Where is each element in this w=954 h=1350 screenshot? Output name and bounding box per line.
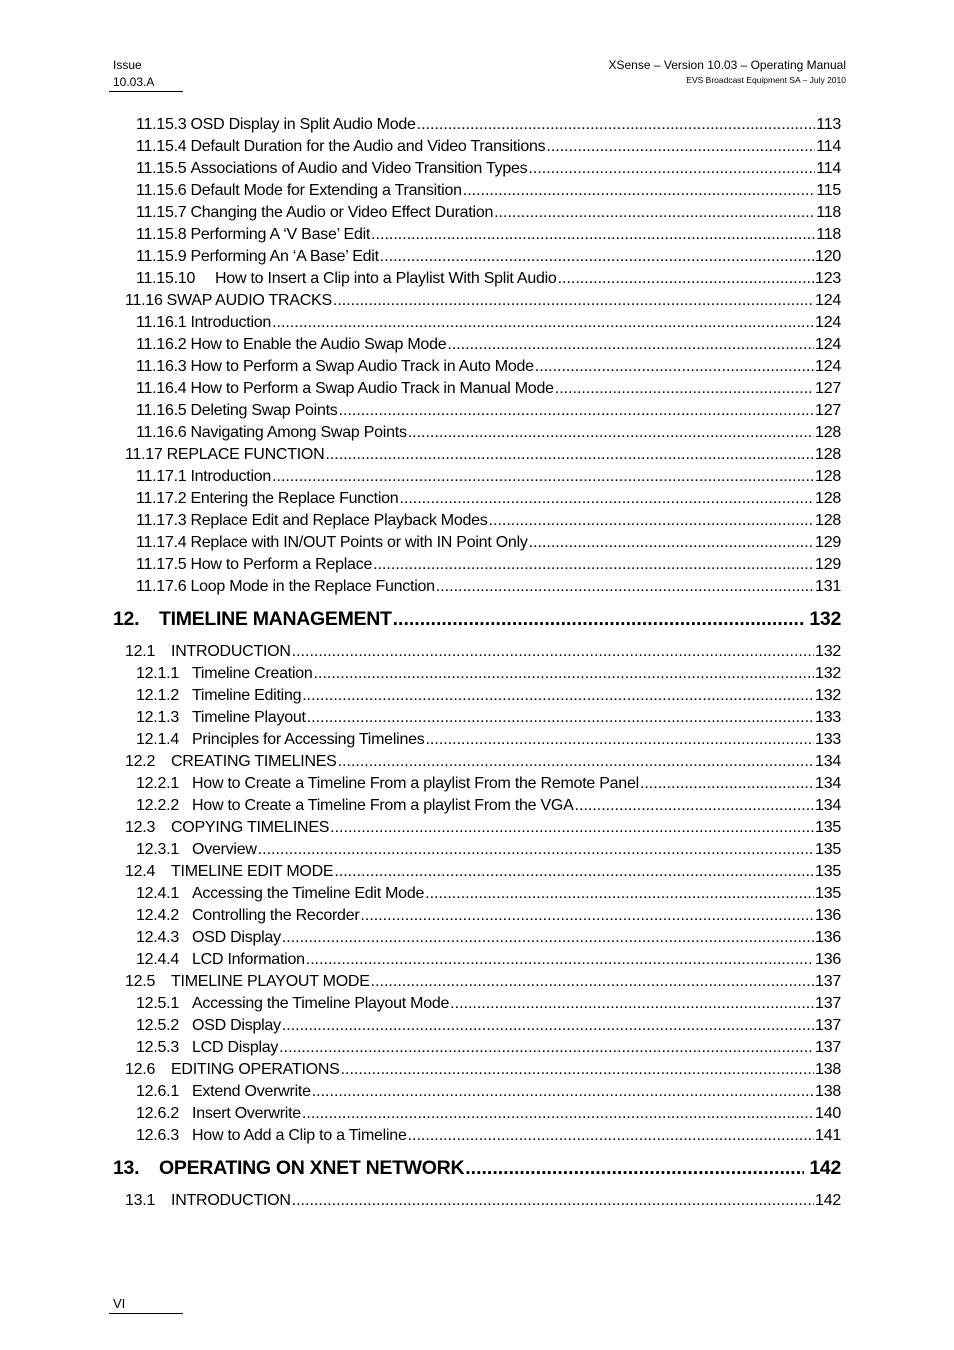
toc-entry-page: 137 <box>815 1039 841 1056</box>
toc-entry[interactable] <box>113 312 841 334</box>
toc-entry-label <box>136 246 379 268</box>
toc-entry[interactable] <box>113 685 841 707</box>
toc-entry-title: TIMELINE EDIT MODE <box>171 863 334 880</box>
toc-entry[interactable] <box>113 444 841 466</box>
toc-entry-page: 132 <box>809 608 841 630</box>
toc-entry-number: 11.17.4 <box>136 534 187 551</box>
toc-entry-title: COPYING TIMELINES <box>171 819 330 836</box>
toc-entry-number: 12.1.4 <box>136 731 179 748</box>
toc-entry-title: Loop Mode in the Replace Function <box>190 578 435 595</box>
toc-leader-dots <box>302 1103 814 1125</box>
toc-entry-number: 11.16.2 <box>136 336 187 353</box>
toc-entry-title: Replace Edit and Replace Playback Modes <box>190 512 488 529</box>
toc-entry-number: 12.2.2 <box>136 797 179 814</box>
toc-entry[interactable] <box>113 268 841 290</box>
toc-leader-dots <box>465 1156 804 1180</box>
toc-entry-page: 132 <box>815 687 841 704</box>
toc-entry-label <box>136 663 313 685</box>
toc-entry-number: 11.16.4 <box>136 380 187 397</box>
toc-leader-dots <box>535 356 814 378</box>
toc-entry-page: 134 <box>815 797 841 814</box>
toc-entry[interactable] <box>113 663 841 685</box>
toc-entry-title: Introduction <box>190 314 272 331</box>
toc-entry-number: 11.17.5 <box>136 556 187 573</box>
toc-leader-dots <box>555 378 814 400</box>
toc-entry-page: 135 <box>815 841 841 858</box>
toc-entry-page: 128 <box>815 512 841 529</box>
document-title: XSense – Version 10.03 – Operating Manual <box>608 58 846 72</box>
toc-entry-label <box>136 1125 407 1147</box>
toc-entry-title: SWAP AUDIO TRACKS <box>166 292 332 309</box>
toc-entry[interactable] <box>113 510 841 532</box>
toc-leader-dots <box>314 663 815 685</box>
toc-entry-page: 136 <box>815 907 841 924</box>
toc-leader-dots <box>334 861 814 883</box>
toc-entry-page: 124 <box>815 358 841 375</box>
toc-entry-title: Default Mode for Extending a Transition <box>190 182 462 199</box>
toc-leader-dots <box>341 1059 814 1081</box>
toc-leader-dots <box>558 268 814 290</box>
toc-entry-title: How to Add a Clip to a Timeline <box>192 1127 407 1144</box>
toc-leader-dots <box>450 993 814 1015</box>
toc-leader-dots <box>417 114 816 136</box>
toc-leader-dots <box>489 510 815 532</box>
toc-entry-label <box>125 641 291 663</box>
toc-entry-page: 142 <box>809 1157 841 1179</box>
toc-entry-title: Timeline Editing <box>192 687 302 704</box>
toc-entry[interactable] <box>113 949 841 971</box>
toc-entry-title: EDITING OPERATIONS <box>171 1061 340 1078</box>
toc-entry[interactable] <box>113 861 841 883</box>
toc-leader-dots <box>371 971 814 993</box>
toc-entry-label <box>136 334 446 356</box>
toc-entry-title: Timeline Playout <box>192 709 306 726</box>
toc-entry[interactable] <box>113 729 841 751</box>
toc-entry[interactable] <box>113 1190 841 1212</box>
toc-entry-label <box>136 773 639 795</box>
toc-entry-label <box>136 466 271 488</box>
toc-leader-dots <box>338 751 814 773</box>
toc-entry-number: 12.5.3 <box>136 1039 179 1056</box>
toc-entry-page: 129 <box>815 556 841 573</box>
toc-entry-page: 141 <box>815 1127 841 1144</box>
toc-entry-page: 127 <box>815 380 841 397</box>
toc-leader-dots <box>494 202 815 224</box>
toc-leader-dots <box>546 136 815 158</box>
toc-entry-label <box>136 1103 301 1125</box>
issue-label: Issue <box>113 58 142 72</box>
toc-leader-dots <box>272 466 814 488</box>
toc-entry-label <box>125 290 332 312</box>
toc-entry[interactable] <box>113 400 841 422</box>
toc-leader-dots <box>399 488 814 510</box>
toc-entry-title: Accessing the Timeline Edit Mode <box>192 885 425 902</box>
toc-entry-number: 12.5 <box>125 973 156 990</box>
toc-leader-dots <box>393 607 805 631</box>
document-subtitle: EVS Broadcast Equipment SA – July 2010 <box>686 75 846 85</box>
toc-entry[interactable] <box>113 378 841 400</box>
toc-entry-page: 114 <box>816 138 841 155</box>
toc-entry-label <box>136 927 281 949</box>
toc-entry-title: Principles for Accessing Timelines <box>192 731 425 748</box>
toc-leader-dots <box>373 554 814 576</box>
toc-entry-label <box>125 751 337 773</box>
toc-entry-number: 12.4 <box>125 863 156 880</box>
toc-entry-page: 136 <box>815 929 841 946</box>
toc-leader-dots <box>272 312 814 334</box>
toc-entry-page: 115 <box>816 182 841 199</box>
toc-entry-number: 11.17.2 <box>136 490 187 507</box>
toc-entry-number: 12.2.1 <box>136 775 179 792</box>
toc-entry[interactable] <box>113 466 841 488</box>
toc-entry-title: OSD Display <box>192 1017 281 1034</box>
toc-entry-number: 12.1.2 <box>136 687 179 704</box>
toc-entry-page: 133 <box>815 731 841 748</box>
toc-entry-label <box>136 510 488 532</box>
toc-entry-title: Overview <box>192 841 257 858</box>
toc-entry-title: OSD Display in Split Audio Mode <box>190 116 416 133</box>
toc-entry-number: 12.3.1 <box>136 841 179 858</box>
toc-entry-number: 13. <box>113 1157 140 1179</box>
toc-entry[interactable] <box>113 1103 841 1125</box>
toc-entry-label <box>125 1190 291 1212</box>
toc-entry-number: 12.1 <box>125 643 156 660</box>
toc-entry-page: 113 <box>816 116 841 133</box>
toc-entry-title: How to Insert a Clip into a Playlist With Split Audio <box>215 270 557 287</box>
toc-entry-title: How to Perform a Swap Audio Track in Manual Mode <box>190 380 554 397</box>
toc-entry[interactable] <box>113 751 841 773</box>
toc-entry-number: 11.15.4 <box>136 138 187 155</box>
toc-entry-label <box>125 444 324 466</box>
toc-entry-page: 127 <box>815 402 841 419</box>
header-title-block <box>609 57 847 86</box>
toc-entry-number: 12.4.3 <box>136 929 179 946</box>
toc-entry-title: Entering the Replace Function <box>190 490 399 507</box>
toc-entry-page: 128 <box>815 490 841 507</box>
toc-entry-number: 12.3 <box>125 819 156 836</box>
toc-entry-number: 12.1.1 <box>136 665 179 682</box>
toc-entry[interactable] <box>113 1037 841 1059</box>
toc-leader-dots <box>529 532 814 554</box>
toc-entry-title: Replace with IN/OUT Points or with IN Point Only <box>190 534 528 551</box>
toc-entry-title: INTRODUCTION <box>171 643 291 660</box>
toc-chapter[interactable] <box>113 1156 841 1180</box>
toc-entry-number: 12.6.1 <box>136 1083 179 1100</box>
toc-entry-label <box>136 532 528 554</box>
header-rule <box>109 91 183 92</box>
toc-entry[interactable] <box>113 817 841 839</box>
toc-entry-label <box>136 1081 311 1103</box>
toc-entry-title: Default Duration for the Audio and Video Transitions <box>190 138 546 155</box>
toc-entry-title: INTRODUCTION <box>171 1192 291 1209</box>
toc-entry[interactable] <box>113 707 841 729</box>
toc-entry-page: 123 <box>815 270 841 287</box>
toc-entry-number: 12. <box>113 608 140 630</box>
toc-entry[interactable] <box>113 136 841 158</box>
toc-entry-label <box>136 224 370 246</box>
toc-entry-label <box>136 1037 278 1059</box>
toc-entry-number: 11.15.10 <box>136 270 196 287</box>
toc-leader-dots <box>282 927 814 949</box>
toc-entry-page: 135 <box>815 819 841 836</box>
toc-entry-title: Extend Overwrite <box>192 1083 311 1100</box>
toc-entry[interactable] <box>113 883 841 905</box>
toc-entry[interactable] <box>113 356 841 378</box>
toc-entry[interactable] <box>113 1125 841 1147</box>
toc-entry-label <box>125 817 329 839</box>
toc-entry-title: How to Enable the Audio Swap Mode <box>190 336 447 353</box>
toc-entry-page: 137 <box>815 995 841 1012</box>
toc-entry-page: 133 <box>815 709 841 726</box>
toc-entry-page: 118 <box>816 226 841 243</box>
toc-entry-page: 124 <box>815 292 841 309</box>
toc-entry-title: LCD Information <box>192 951 305 968</box>
toc-entry-number: 11.15.5 <box>136 160 187 177</box>
toc-entry-page: 128 <box>815 468 841 485</box>
toc-entry-title: How to Perform a Swap Audio Track in Auto Mode <box>190 358 534 375</box>
toc-leader-dots <box>306 949 814 971</box>
toc-entry-title: Associations of Audio and Video Transition Types <box>190 160 528 177</box>
toc-entry-number: 11.17.6 <box>136 578 187 595</box>
toc-entry-title: How to Create a Timeline From a playlist From the VGA <box>192 797 574 814</box>
toc-entry-title: Accessing the Timeline Playout Mode <box>192 995 450 1012</box>
toc-entry-page: 142 <box>815 1192 841 1209</box>
toc-entry-page: 128 <box>815 446 841 463</box>
toc-entry[interactable] <box>113 1015 841 1037</box>
toc-entry[interactable] <box>113 224 841 246</box>
toc-entry-label <box>136 905 359 927</box>
toc-leader-dots <box>425 883 814 905</box>
toc-entry-label <box>136 114 416 136</box>
toc-entry[interactable] <box>113 554 841 576</box>
toc-entry-number: 11.15.7 <box>136 204 187 221</box>
toc-entry-number: 11.16.1 <box>136 314 187 331</box>
toc-entry-label <box>113 607 392 631</box>
toc-entry-label <box>136 993 449 1015</box>
toc-entry-page: 140 <box>815 1105 841 1122</box>
toc-leader-dots <box>325 444 814 466</box>
toc-entry[interactable] <box>113 334 841 356</box>
toc-entry-label <box>136 707 306 729</box>
toc-leader-dots <box>408 1125 814 1147</box>
toc-entry-label <box>136 356 534 378</box>
toc-entry-label <box>136 378 554 400</box>
toc-entry[interactable] <box>113 905 841 927</box>
toc-entry-number: 11.15.9 <box>136 248 187 265</box>
toc-leader-dots <box>302 685 814 707</box>
toc-entry-number: 12.6.3 <box>136 1127 179 1144</box>
toc-entry[interactable] <box>113 795 841 817</box>
toc-entry-label <box>125 1059 340 1081</box>
toc-entry-number: 12.6.2 <box>136 1105 179 1122</box>
toc-entry-page: 132 <box>815 643 841 660</box>
issue-value: 10.03.A <box>113 75 155 89</box>
toc-leader-dots <box>371 224 815 246</box>
toc-entry[interactable] <box>113 927 841 949</box>
toc-entry-label <box>136 488 398 510</box>
toc-entry-number: 11.15.8 <box>136 226 187 243</box>
toc-entry[interactable] <box>113 532 841 554</box>
toc-entry[interactable] <box>113 971 841 993</box>
toc-entry-title: Insert Overwrite <box>192 1105 301 1122</box>
toc-entry-label <box>136 158 527 180</box>
toc-entry-label <box>136 883 424 905</box>
toc-leader-dots <box>425 729 814 751</box>
toc-entry-label <box>136 136 545 158</box>
toc-entry-page: 134 <box>815 775 841 792</box>
toc-entry-page: 132 <box>815 665 841 682</box>
toc-entry[interactable] <box>113 576 841 598</box>
toc-leader-dots <box>528 158 815 180</box>
toc-entry[interactable] <box>113 1059 841 1081</box>
page-number: VI <box>113 1296 126 1311</box>
toc-leader-dots <box>292 1190 814 1212</box>
toc-entry-number: 11.15.6 <box>136 182 187 199</box>
toc-leader-dots <box>408 422 814 444</box>
toc-entry-page: 138 <box>815 1061 841 1078</box>
toc-entry-number: 11.15.3 <box>136 116 187 133</box>
toc-entry-title: OSD Display <box>192 929 281 946</box>
toc-leader-dots <box>575 795 815 817</box>
toc-entry-number: 11.16.5 <box>136 402 187 419</box>
toc-entry-number: 12.4.2 <box>136 907 179 924</box>
toc-entry[interactable] <box>113 180 841 202</box>
header-issue <box>113 57 154 91</box>
toc-leader-dots <box>330 817 814 839</box>
toc-leader-dots <box>312 1081 814 1103</box>
toc-entry-number: 12.5.1 <box>136 995 179 1012</box>
toc-entry-number: 11.16.6 <box>136 424 187 441</box>
toc-entry[interactable] <box>113 773 841 795</box>
toc-entry-page: 129 <box>815 534 841 551</box>
toc-entry-number: 12.6 <box>125 1061 156 1078</box>
toc-entry[interactable] <box>113 202 841 224</box>
toc-entry-page: 114 <box>816 160 841 177</box>
toc-leader-dots <box>436 576 814 598</box>
toc-entry-title: LCD Display <box>192 1039 279 1056</box>
toc-entry-number: 12.2 <box>125 753 156 770</box>
toc-leader-dots <box>279 1037 814 1059</box>
toc-leader-dots <box>380 246 814 268</box>
toc-entry[interactable] <box>113 158 841 180</box>
footer-rule <box>109 1313 183 1314</box>
toc-entry-number: 12.4.4 <box>136 951 179 968</box>
toc-leader-dots <box>282 1015 814 1037</box>
toc-entry-title: Timeline Creation <box>192 665 313 682</box>
toc-entry-number: 11.17.3 <box>136 512 187 529</box>
toc-entry-number: 11.17.1 <box>136 468 187 485</box>
toc-entry-label <box>136 839 257 861</box>
toc-entry-title: How to Create a Timeline From a playlist From the Remote Panel <box>192 775 639 792</box>
toc-leader-dots <box>292 641 814 663</box>
toc-entry-title: TIMELINE MANAGEMENT <box>159 608 392 630</box>
toc-entry-title: Performing An ‘A Base’ Edit <box>190 248 379 265</box>
toc-entry-label <box>136 400 338 422</box>
toc-entry[interactable] <box>113 246 841 268</box>
toc-entry-label <box>136 729 424 751</box>
toc-entry-title: TIMELINE PLAYOUT MODE <box>171 973 370 990</box>
toc-entry[interactable] <box>113 114 841 136</box>
toc-entry-number: 13.1 <box>125 1192 156 1209</box>
toc-entry-page: 138 <box>815 1083 841 1100</box>
footer <box>113 1296 125 1311</box>
toc-entry-page: 135 <box>815 885 841 902</box>
toc-entry-page: 124 <box>815 336 841 353</box>
toc-entry-page: 137 <box>815 973 841 990</box>
toc-entry-page: 120 <box>815 248 841 265</box>
toc-entry-page: 137 <box>815 1017 841 1034</box>
toc-entry-label <box>136 202 493 224</box>
toc-entry[interactable] <box>113 993 841 1015</box>
toc-entry-title: Deleting Swap Points <box>190 402 338 419</box>
toc-entry[interactable] <box>113 1081 841 1103</box>
toc-entry-label <box>136 422 407 444</box>
toc-entry-number: 12.5.2 <box>136 1017 179 1034</box>
toc-entry-title: CREATING TIMELINES <box>171 753 337 770</box>
toc-entry-label <box>136 576 435 598</box>
toc-entry-label <box>136 268 557 290</box>
toc-entry-label <box>136 554 372 576</box>
toc-entry-label <box>113 1156 464 1180</box>
toc-entry-title: Controlling the Recorder <box>192 907 360 924</box>
toc-entry-title: Navigating Among Swap Points <box>190 424 407 441</box>
toc-entry-page: 124 <box>815 314 841 331</box>
toc-entry-page: 136 <box>815 951 841 968</box>
toc-entry-label <box>136 312 271 334</box>
toc-entry-page: 118 <box>816 204 841 221</box>
toc-leader-dots <box>360 905 814 927</box>
toc-entry-title: Changing the Audio or Video Effect Duration <box>190 204 494 221</box>
toc-entry-number: 11.16.3 <box>136 358 187 375</box>
toc-entry[interactable] <box>113 488 841 510</box>
toc-entry-label <box>125 861 333 883</box>
toc-leader-dots <box>463 180 815 202</box>
toc-entry[interactable] <box>113 422 841 444</box>
toc-entry-number: 12.1.3 <box>136 709 179 726</box>
toc-entry[interactable] <box>113 641 841 663</box>
toc-entry-label <box>136 949 305 971</box>
table-of-contents <box>113 114 841 1212</box>
toc-entry-number: 11.16 <box>125 292 163 309</box>
toc-entry-number: 12.4.1 <box>136 885 179 902</box>
toc-entry-label <box>136 1015 281 1037</box>
toc-entry[interactable] <box>113 839 841 861</box>
toc-leader-dots <box>307 707 814 729</box>
toc-entry-label <box>125 971 370 993</box>
toc-leader-dots <box>339 400 815 422</box>
toc-leader-dots <box>640 773 814 795</box>
toc-entry-title: How to Perform a Replace <box>190 556 373 573</box>
toc-chapter[interactable] <box>113 607 841 631</box>
toc-entry-page: 134 <box>815 753 841 770</box>
toc-entry-label <box>136 685 301 707</box>
toc-entry-page: 135 <box>815 863 841 880</box>
toc-entry-page: 128 <box>815 424 841 441</box>
toc-leader-dots <box>333 290 814 312</box>
toc-entry-title: REPLACE FUNCTION <box>166 446 325 463</box>
toc-entry-label <box>136 795 574 817</box>
toc-entry-label <box>136 180 462 202</box>
toc-entry-page: 131 <box>815 578 841 595</box>
toc-entry-title: Introduction <box>190 468 272 485</box>
toc-leader-dots <box>447 334 814 356</box>
toc-entry[interactable] <box>113 290 841 312</box>
toc-entry-title: Performing A ‘V Base’ Edit <box>190 226 371 243</box>
toc-entry-title: OPERATING ON XNET NETWORK <box>159 1157 465 1179</box>
toc-entry-number: 11.17 <box>125 446 163 463</box>
toc-leader-dots <box>258 839 814 861</box>
